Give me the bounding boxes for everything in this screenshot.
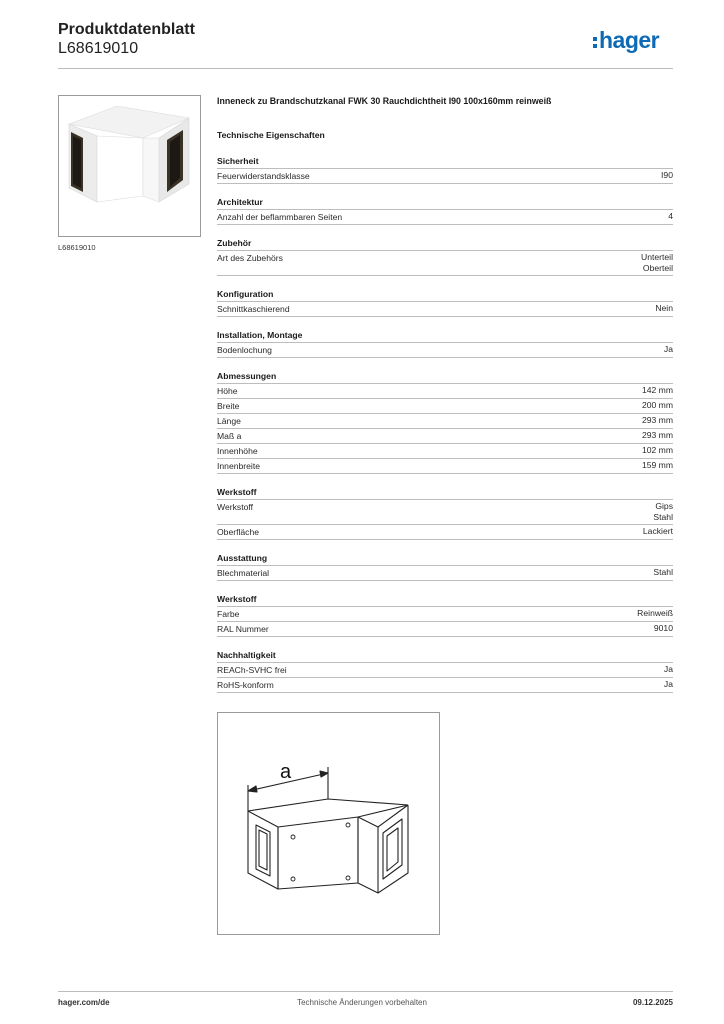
spec-label: Innenhöhe — [217, 446, 258, 456]
section-heading: Zubehör — [217, 237, 673, 251]
spec-row — [217, 384, 673, 399]
spec-label: Länge — [217, 416, 241, 426]
spec-row — [217, 459, 673, 474]
spec-section — [217, 593, 673, 637]
product-photo-illustration — [59, 96, 200, 236]
spec-label: Farbe — [217, 609, 240, 619]
spec-section — [217, 486, 673, 540]
spec-values — [655, 303, 673, 315]
spec-values — [664, 679, 673, 691]
footer-divider — [58, 991, 673, 992]
section-heading: Ausstattung — [217, 552, 673, 566]
spec-row — [217, 500, 673, 525]
spec-values — [642, 415, 673, 427]
spec-values — [642, 400, 673, 412]
spec-values — [642, 445, 673, 457]
spec-label: Maß a — [217, 431, 242, 441]
corner-drawing-illustration — [218, 713, 439, 934]
spec-values — [642, 430, 673, 442]
spec-value: Gips — [655, 501, 673, 511]
spec-row — [217, 210, 673, 225]
spec-value: 293 mm — [641, 430, 673, 440]
spec-row — [217, 678, 673, 693]
spec-value: I90 — [661, 170, 673, 180]
spec-label: REACh-SVHC frei — [217, 665, 287, 675]
spec-label: Anzahl der beflammbaren Seiten — [217, 212, 343, 222]
spec-values — [661, 170, 673, 182]
dimension-label: a — [280, 761, 292, 783]
section-heading: Werkstoff — [217, 486, 673, 500]
spec-value: 159 mm — [641, 460, 673, 470]
spec-value: 102 mm — [641, 445, 673, 455]
logo-dots-icon — [593, 32, 598, 50]
section-heading: Sicherheit — [217, 155, 673, 169]
section-heading: Konfiguration — [217, 288, 673, 302]
spec-label: Bodenlochung — [217, 345, 272, 355]
spec-row — [217, 169, 673, 184]
spec-values — [668, 211, 673, 223]
spec-label: Werkstoff — [217, 502, 253, 512]
spec-values — [637, 608, 673, 620]
spec-row — [217, 429, 673, 444]
spec-label: Oberfläche — [217, 527, 260, 537]
spec-section — [217, 288, 673, 317]
article-number: L68619010 — [58, 40, 139, 57]
spec-value: Unterteil — [641, 252, 673, 262]
spec-section — [217, 237, 673, 276]
spec-label: Blechmaterial — [217, 568, 270, 578]
spec-value: Lackiert — [642, 526, 673, 536]
spec-row — [217, 444, 673, 459]
spec-value: Nein — [655, 303, 673, 313]
spec-values — [641, 252, 673, 274]
spec-values — [664, 664, 673, 676]
spec-label: Art des Zubehörs — [217, 253, 283, 263]
footer-website-link[interactable]: hager.com/de — [58, 998, 110, 1007]
spec-row — [217, 566, 673, 581]
spec-values — [642, 460, 673, 472]
spec-value: Stahl — [653, 512, 673, 522]
spec-label: Breite — [217, 401, 240, 411]
spec-content — [217, 95, 673, 722]
spec-section — [217, 329, 673, 358]
spec-value: 293 mm — [641, 415, 673, 425]
spec-value: Reinweiß — [637, 608, 673, 618]
spec-label: Innenbreite — [217, 461, 261, 471]
spec-label: Höhe — [217, 386, 238, 396]
spec-section — [217, 196, 673, 225]
spec-value: Ja — [663, 664, 673, 674]
spec-label: Feuerwiderstandsklasse — [217, 171, 310, 181]
spec-value: 200 mm — [641, 400, 673, 410]
footer-date: 09.12.2025 — [632, 998, 673, 1007]
tech-heading: Technische Eigenschaften — [217, 130, 325, 140]
header-divider — [58, 68, 673, 69]
spec-row — [217, 622, 673, 637]
spec-label: RAL Nummer — [217, 624, 269, 634]
spec-section — [217, 649, 673, 693]
spec-values — [642, 385, 673, 397]
spec-row — [217, 663, 673, 678]
spec-label: RoHS-konform — [217, 680, 274, 690]
spec-row — [217, 607, 673, 622]
spec-row — [217, 414, 673, 429]
logo-text: hager — [599, 27, 660, 53]
spec-value: Ja — [663, 679, 673, 689]
spec-row — [217, 343, 673, 358]
spec-row — [217, 251, 673, 276]
technical-drawing — [217, 712, 440, 935]
spec-values — [664, 344, 673, 356]
spec-values — [654, 623, 673, 635]
product-photo — [58, 95, 201, 237]
spec-value: Ja — [663, 344, 673, 354]
section-heading: Abmessungen — [217, 370, 673, 384]
spec-value: Stahl — [653, 567, 673, 577]
spec-value: 4 — [668, 211, 673, 221]
spec-value: Oberteil — [642, 263, 673, 273]
photo-caption: L68619010 — [58, 243, 96, 252]
section-heading: Installation, Montage — [217, 329, 673, 343]
section-heading: Werkstoff — [217, 593, 673, 607]
spec-row — [217, 525, 673, 540]
spec-value: 9010 — [653, 623, 673, 633]
product-title: Inneneck zu Brandschutzkanal FWK 30 Rauchdichtheit I90 100x160mm reinweiß — [217, 96, 552, 106]
spec-values — [653, 501, 673, 523]
section-heading: Architektur — [217, 196, 673, 210]
spec-section — [217, 370, 673, 474]
spec-row — [217, 399, 673, 414]
spec-label: Schnittkaschierend — [217, 304, 290, 314]
hager-logo — [593, 29, 659, 52]
page-title: Produktdatenblatt — [58, 21, 195, 38]
spec-sections — [217, 155, 673, 693]
spec-value: 142 mm — [641, 385, 673, 395]
section-heading: Nachhaltigkeit — [217, 649, 673, 663]
footer-note: Technische Änderungen vorbehalten — [297, 998, 427, 1007]
spec-row — [217, 302, 673, 317]
spec-section — [217, 155, 673, 184]
spec-values — [653, 567, 673, 579]
spec-values — [643, 526, 673, 538]
spec-section — [217, 552, 673, 581]
